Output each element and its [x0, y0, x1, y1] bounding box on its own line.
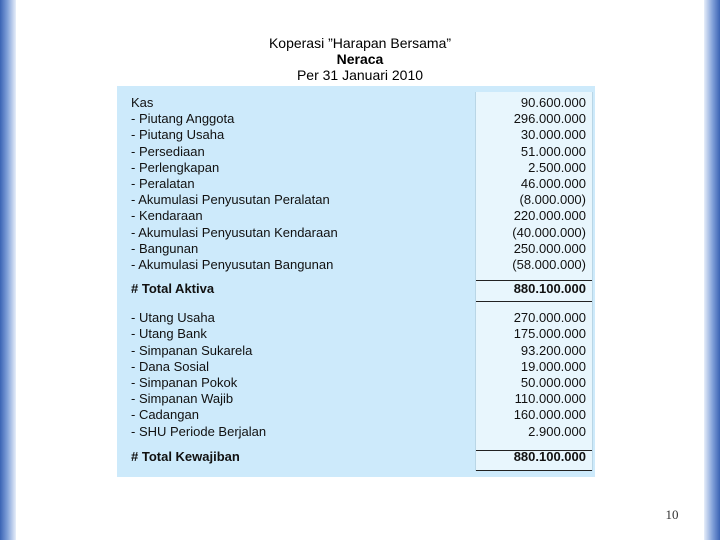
liability-label: - Simpanan Wajib — [131, 391, 234, 407]
asset-value: 90.600.000 — [520, 95, 586, 110]
asset-label: - Piutang Usaha — [131, 127, 225, 143]
liability-label: - Simpanan Pokok — [131, 375, 238, 390]
organization-name: Koperasi ”Harapan Bersama” — [268, 35, 452, 51]
document-title: Neraca — [336, 51, 384, 67]
account-labels — [131, 95, 471, 465]
total-assets-value: 880.100.000 — [513, 281, 586, 297]
asset-value: (58.000.000) — [512, 256, 586, 272]
asset-label: - Piutang Anggota — [131, 111, 235, 127]
balance-sheet-header — [250, 35, 470, 83]
total-liabilities-bottom-rule — [476, 470, 592, 471]
liability-label: - Simpanan Sukarela — [131, 342, 253, 358]
liability-value: 50.000.000 — [520, 375, 586, 390]
liability-label: - Utang Bank — [131, 326, 207, 342]
liability-value: 110.000.000 — [514, 391, 586, 407]
balance-sheet-table — [117, 86, 595, 477]
liability-value: 2.900.000 — [528, 423, 586, 439]
asset-label: - Akumulasi Penyusutan Peralatan — [131, 192, 330, 208]
asset-label: - Kendaraan — [131, 208, 203, 224]
left-edge-gradient — [0, 0, 16, 540]
asset-value: 250.000.000 — [513, 240, 586, 256]
asset-value: 51.000.000 — [520, 143, 586, 159]
total-assets-label: # Total Aktiva — [131, 281, 215, 297]
liability-label: - Dana Sosial — [131, 358, 210, 374]
total-liabilities-label: # Total Kewajiban — [131, 448, 240, 464]
asset-label: - Persediaan — [131, 143, 205, 159]
asset-label: - Akumulasi Penyusutan Bangunan — [131, 256, 334, 272]
liability-value: 19.000.000 — [520, 358, 586, 374]
liability-value: 160.000.000 — [513, 407, 586, 423]
asset-label: - Perlengkapan — [131, 159, 220, 175]
total-liabilities-value: 880.100.000 — [513, 448, 586, 464]
liability-value: 270.000.000 — [513, 310, 586, 326]
asset-label: - Akumulasi Penyusutan Kendaraan — [131, 224, 338, 240]
report-date: Per 31 Januari 2010 — [296, 67, 424, 83]
asset-value: 30.000.000 — [520, 127, 586, 143]
liability-label: - Cadangan — [131, 407, 199, 423]
asset-label: - Bangunan — [131, 240, 199, 256]
account-values — [476, 89, 586, 465]
asset-value: 2.500.000 — [528, 159, 586, 175]
liability-value: 175.000.000 — [513, 326, 586, 342]
page-number: 10 — [665, 507, 679, 522]
liability-label: - SHU Periode Berjalan — [131, 423, 267, 439]
asset-label: - Peralatan — [131, 175, 195, 191]
asset-value: 46.000.000 — [520, 175, 586, 191]
asset-value: 220.000.000 — [513, 208, 586, 224]
asset-value: 296.000.000 — [513, 111, 586, 127]
liability-label: - Utang Usaha — [131, 310, 215, 326]
asset-label: Kas — [131, 95, 154, 110]
asset-value: (8.000.000) — [519, 192, 586, 208]
right-edge-gradient — [704, 0, 720, 540]
asset-value: (40.000.000) — [512, 224, 586, 240]
liability-value: 93.200.000 — [520, 342, 586, 358]
